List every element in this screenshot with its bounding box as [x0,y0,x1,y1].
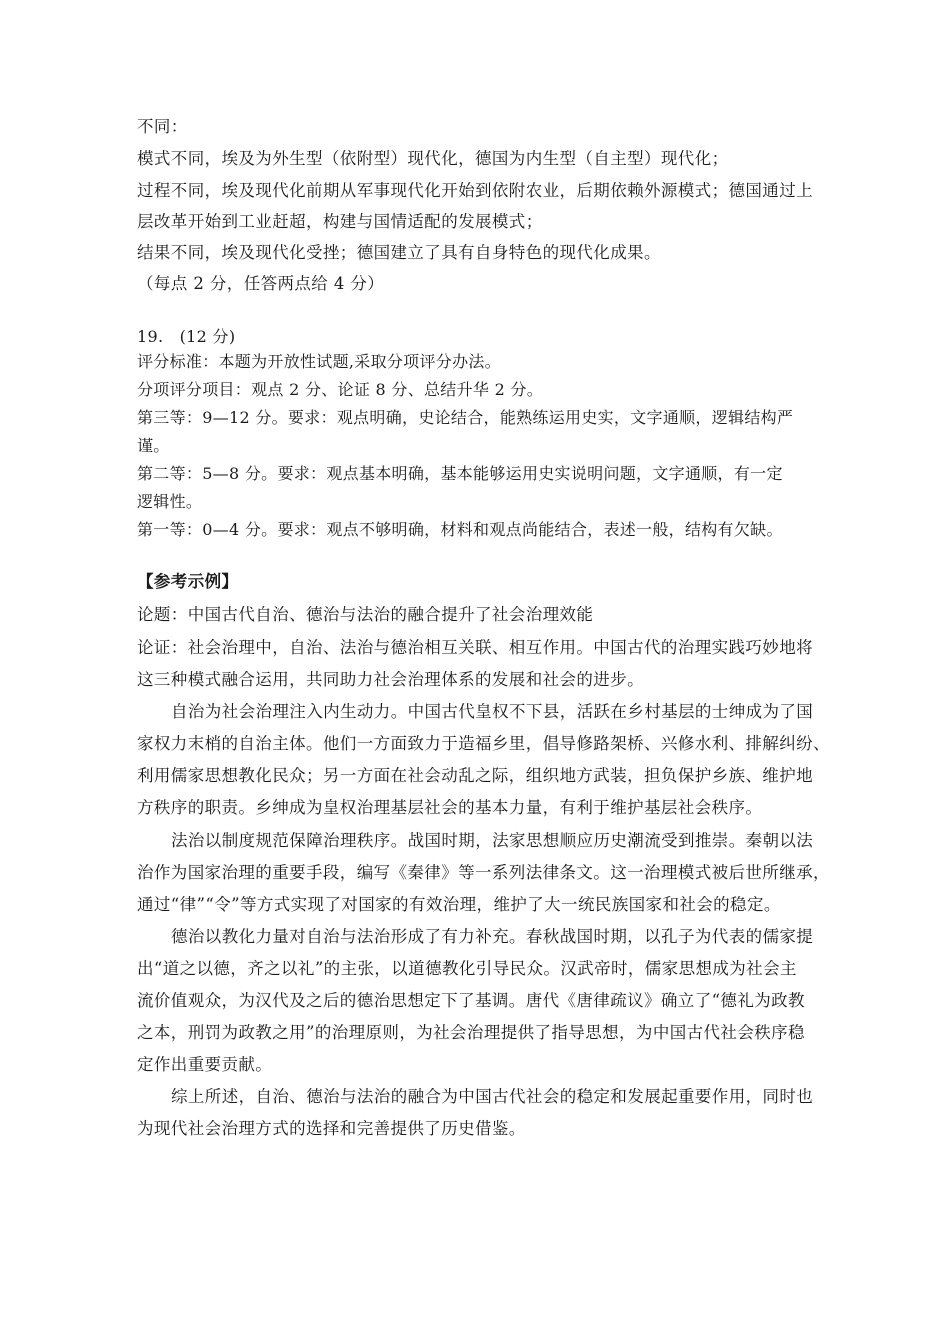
grade-2-line2: 逻辑性。 [137,492,203,511]
argument-line2: 这三种模式融合运用，共同助力社会治理体系的发展和社会的进步。 [137,670,644,689]
mode-difference: 模式不同，埃及为外生型（依附型）现代化，德国为内生型（自主型）现代化； [137,149,729,168]
question-19-heading: 19. (12 分) [137,327,236,346]
scoring-items: 分项评分项目：观点 2 分、论证 8 分、总结升华 2 分。 [137,380,544,399]
process-difference-line2: 层改革开始到工业赶超，构建与国情适配的发展模式； [137,212,543,231]
paragraph-law-line2: 治作为国家治理的重要手段，编写《秦律》等一系列法律条文。这一治理模式被后世所继承， [137,863,830,882]
scoring-criteria: 评分标准：本题为开放性试题,采取分项评分办法。 [137,352,501,371]
grade-3-line1: 第三等：9—12 分。要求：观点明确，史论结合，能熟练运用史实，文字通顺，逻辑结构严 [137,408,794,427]
paragraph-autonomy-line4: 方秩序的职责。乡绅成为皇权治理基层社会的基本力量，有利于维护基层社会秩序。 [137,798,763,817]
grade-2-line1: 第二等：5—8 分。要求：观点基本明确，基本能够运用史实说明问题，文字通顺，有一定 [137,464,783,483]
process-difference-line1: 过程不同，埃及现代化前期从军事现代化开始到依附农业，后期依赖外源模式；德国通过上 [137,181,813,200]
paragraph-autonomy-line1: 自治为社会治理注入内生动力。中国古代皇权不下县，活跃在乡村基层的士绅成为了国 [171,702,814,721]
paragraph-law-line1: 法治以制度规范保障治理秩序。战国时期，法家思想顺应历史潮流受到推崇。秦朝以法 [171,831,814,850]
conclusion-line1: 综上所述，自治、德治与法治的融合为中国古代社会的稳定和发展起重要作用，同时也 [171,1087,814,1106]
paragraph-virtue-line3: 流价值观众，为汉代及之后的德治思想定下了基调。唐代《唐律疏议》确立了“德礼为政教 [137,991,805,1010]
grade-3-line2: 谨。 [137,436,170,455]
paragraph-law-line3: 通过“律”“令”等方式实现了对国家的有效治理，维护了大一统民族国家和社会的稳定。 [137,895,781,914]
scoring-note: （每点 2 分，任答两点给 4 分） [137,274,385,293]
grade-1: 第一等：0—4 分。要求：观点不够明确，材料和观点尚能结合，表述一般，结构有欠缺。 [137,520,783,539]
paragraph-virtue-line1: 德治以教化力量对自治与法治形成了有力补充。春秋战国时期，以孔子为代表的儒家提 [171,927,814,946]
thesis: 论题：中国古代自治、德治与法治的融合提升了社会治理效能 [137,605,594,624]
paragraph-virtue-line2: 出“道之以德，齐之以礼”的主张，以道德教化引导民众。汉武帝时，儒家思想成为社会主 [137,959,797,978]
argument-line1: 论证：社会治理中，自治、法治与德治相互关联、相互作用。中国古代的治理实践巧妙地将 [137,638,813,657]
paragraph-autonomy-line2: 家权力末梢的自治主体。他们一方面致力于造福乡里，倡导修路架桥、兴修水利、排解纠纷、 [137,734,830,753]
paragraph-virtue-line4: 之本，刑罚为政教之用”的治理原则，为社会治理提供了指导思想，为中国古代社会秩序稳 [137,1023,805,1042]
differences-heading: 不同： [137,117,188,136]
example-heading: 【参考示例】 [137,572,239,591]
result-difference: 结果不同，埃及现代化受挫；德国建立了具有自身特色的现代化成果。 [137,243,661,262]
conclusion-line2: 为现代社会治理方式的选择和完善提供了历史借鉴。 [137,1119,526,1138]
paragraph-autonomy-line3: 利用儒家思想教化民众；另一方面在社会动乱之际，组织地方武装，担负保护乡族、维护地 [137,766,813,785]
paragraph-virtue-line5: 定作出重要贡献。 [137,1055,273,1074]
